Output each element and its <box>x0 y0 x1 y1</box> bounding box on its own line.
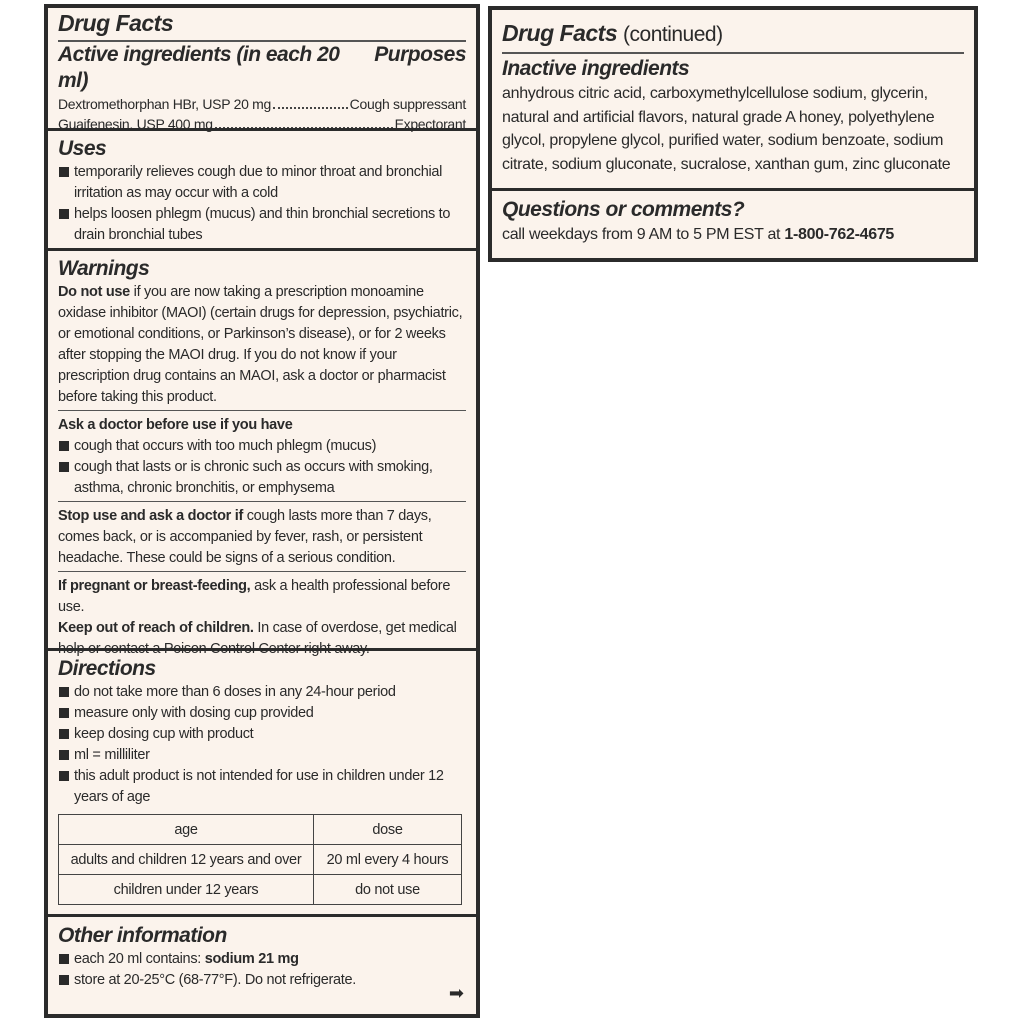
table-cell: children under 12 years <box>59 875 314 905</box>
ingredient-name: Guaifenesin, USP 400 mg <box>58 116 213 132</box>
keep-out-label: Keep out of reach of children. <box>58 620 254 636</box>
phone-number: 1-800-762-4675 <box>784 226 895 243</box>
active-ingredients-heading: Active ingredients (in each 20 ml) <box>58 43 340 92</box>
stop-use-label: Stop use and ask a doctor if <box>58 508 243 524</box>
directions-item: do not take more than 6 doses in any 24-hour period <box>58 682 466 703</box>
arrow-right-icon: ➡ <box>448 983 464 1003</box>
inactive-ingredients-section <box>492 18 974 176</box>
dosage-table <box>58 814 462 905</box>
sodium-value: sodium 21 mg <box>204 951 299 967</box>
drug-facts-continued-panel <box>488 6 978 262</box>
dosage-table-header <box>59 815 462 845</box>
keep-out-text: In case of overdose, get medical help or contact a Poison Control Center right away. <box>58 620 457 657</box>
dosage-table-row <box>59 875 462 905</box>
other-information-item: store at 20-25°C (68-77°F). Do not refrigerate. <box>58 970 466 991</box>
ingredient-purpose: Expectorant <box>394 116 466 132</box>
other-information-section <box>48 914 476 1014</box>
questions-heading: Questions or comments? <box>502 198 745 221</box>
purposes-heading: Purposes <box>374 43 466 66</box>
table-header-cell: age <box>59 815 314 845</box>
other-information-heading: Other information <box>58 924 227 947</box>
ask-doctor-item: cough that occurs with too much phlegm (mucus) <box>58 436 466 457</box>
ingredient-row <box>58 94 466 114</box>
directions-item: ml = milliliter <box>58 745 466 766</box>
ingredient-purpose: Cough suppressant <box>349 96 466 112</box>
drug-facts-panel <box>44 4 480 1018</box>
pregnant-text: ask a health professional before use. <box>58 578 451 615</box>
warnings-section <box>48 248 476 662</box>
leader-dots <box>215 114 393 129</box>
questions-text <box>502 223 964 247</box>
stop-use-paragraph <box>58 502 466 571</box>
inactive-ingredients-text: anhydrous citric acid, carboxymethylcellulose sodium, glycerin, natural and artificial flavors, natural grade A honey, polyethylene glycol, propylene glycol, purified water, sodium benzoate, sodium citrate, sodium gluconate, sucralose, xanthan gum, zinc gluconate <box>502 85 951 173</box>
ingredient-name: Dextromethorphan HBr, USP 20 mg <box>58 96 271 112</box>
sodium-text: each 20 ml contains: <box>74 951 205 967</box>
table-cell: do not use <box>314 875 462 905</box>
uses-item: helps loosen phlegm (mucus) and thin bronchial secretions to drain bronchial tubes <box>58 204 466 246</box>
do-not-use-text: if you are now taking a prescription monoamine oxidase inhibitor (MAOI) (certain drugs for depression, psychiatric, or emotional conditions, or Parkinson’s disease), or for 2 weeks after stopping the MAOI drug. If you do not know if your prescription drug contains an MAOI, ask a doctor or pharmacist before taking this product. <box>58 284 463 405</box>
pregnant-label: If pregnant or breast-feeding, <box>58 578 251 594</box>
continued-label: (continued) <box>623 23 723 46</box>
drug-facts-title: Drug Facts <box>58 10 174 36</box>
stop-use-text: cough lasts more than 7 days, comes back, or is accompanied by fever, rash, or persistent headache. These could be signs of a serious condition. <box>58 508 432 566</box>
active-ingredients-section <box>48 8 476 134</box>
do-not-use-label: Do not use <box>58 284 130 300</box>
directions-section <box>48 648 476 905</box>
table-cell: adults and children 12 years and over <box>59 845 314 875</box>
ask-doctor-label: Ask a doctor before use if you have <box>58 417 293 433</box>
questions-text-body: call weekdays from 9 AM to 5 PM EST at <box>502 226 785 243</box>
ask-doctor-block <box>58 411 466 501</box>
warnings-heading: Warnings <box>58 257 150 280</box>
directions-item: keep dosing cup with product <box>58 724 466 745</box>
directions-heading: Directions <box>58 657 156 680</box>
inactive-ingredients-heading: Inactive ingredients <box>502 57 690 80</box>
dosage-table-row <box>59 845 462 875</box>
table-header-cell: dose <box>314 815 462 845</box>
other-information-item <box>58 949 466 970</box>
ask-doctor-item: cough that lasts or is chronic such as occurs with smoking, asthma, chronic bronchitis, or emphysema <box>58 457 466 499</box>
uses-item: temporarily relieves cough due to minor throat and bronchial irritation as may occur with a cold <box>58 162 466 204</box>
do-not-use-paragraph <box>58 282 466 410</box>
uses-heading: Uses <box>58 137 107 160</box>
uses-section <box>48 128 476 246</box>
leader-dots <box>273 94 348 109</box>
directions-item: measure only with dosing cup provided <box>58 703 466 724</box>
drug-facts-continued-title: Drug Facts <box>502 20 618 46</box>
title-rule <box>502 52 964 54</box>
directions-item: this adult product is not intended for use in children under 12 years of age <box>58 766 466 808</box>
questions-section <box>492 188 974 247</box>
table-cell: 20 ml every 4 hours <box>314 845 462 875</box>
